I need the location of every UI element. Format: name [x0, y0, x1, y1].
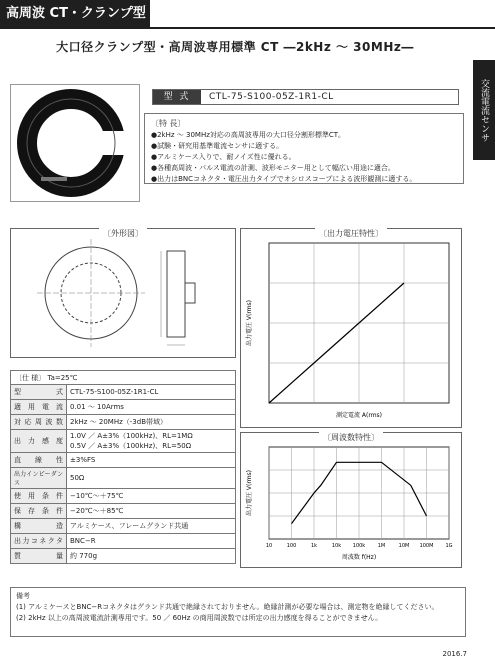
- category-header: 高周波 CT・クランプ型: [0, 0, 150, 28]
- feature-item: ●各種高周波・パルス電流の計測、波形モニター用として幅広い用途に適合。: [151, 164, 395, 172]
- spec-key: 保存条件: [11, 504, 67, 519]
- spec-key: 対応周波数: [11, 415, 67, 430]
- x-tick-label: 10M: [398, 543, 410, 549]
- x-tick-label: 10: [265, 543, 273, 549]
- x-axis-label: 周波数 f(Hz): [341, 554, 377, 561]
- spec-key: 型 式: [11, 385, 67, 400]
- spec-table: [10, 370, 236, 564]
- x-tick-label: 1k: [310, 543, 318, 549]
- freq-panel-label: 〔周波数特性〕: [319, 432, 383, 443]
- notes-box: [10, 587, 466, 637]
- spec-key: 出力感度: [11, 430, 67, 453]
- y-axis-label: 出力電圧 V(rms): [246, 299, 253, 347]
- spec-key: 出力コネクタ: [11, 534, 67, 549]
- spec-value: 0.01 ～ 10Arms: [67, 400, 236, 415]
- table-row: [11, 519, 236, 534]
- table-row: [11, 468, 236, 489]
- features-box: [144, 113, 464, 184]
- features-heading: 〔特 長〕: [151, 119, 186, 128]
- table-row: [11, 504, 236, 519]
- freq-panel: [240, 432, 462, 568]
- spec-value-line: 1.0V ／ A±3%（100kHz)、RL=1MΩ: [70, 432, 193, 440]
- page-title: 大口径クランプ型・高周波専用標準 CT ―2kHz ～ 30MHz―: [56, 40, 414, 54]
- feature-item: ●出力はBNCコネクタ・電圧出力タイプでオシロスコープによる波形観測に適する。: [151, 175, 417, 183]
- spec-value: ±3%FS: [67, 453, 236, 468]
- spec-key: 直線性: [11, 453, 67, 468]
- output-panel: [240, 228, 462, 428]
- x-tick-label: 1G: [445, 543, 453, 549]
- table-row: [11, 534, 236, 549]
- model-value: CTL-75-S100-05Z-1R1-CL: [209, 92, 334, 102]
- freq-chart: [241, 433, 461, 567]
- spec-heading: 〔仕 様〕 Ta=25℃: [10, 370, 236, 384]
- publication-date: 2016.7: [442, 650, 467, 658]
- y-axis-label: 出力電圧 V(rms): [246, 469, 253, 517]
- outline-drawing: [11, 229, 235, 357]
- note-item: (2) 2kHz 以上の高周波電流計測専用です。50 ／ 60Hz の商用周波数では所定の出力感度を得ることができません。: [16, 614, 383, 622]
- header-rule: [0, 27, 495, 29]
- x-tick-label: 100: [286, 543, 297, 549]
- output-panel-label: 〔出力電圧特性〕: [315, 228, 387, 239]
- notes-heading: 備考: [16, 592, 30, 600]
- table-row: [11, 400, 236, 415]
- spec-value: 50Ω: [67, 468, 236, 489]
- table-row: [11, 549, 236, 564]
- feature-item: ●試験・研究用基準電流センサに適する。: [151, 142, 284, 150]
- spec-key: 使用条件: [11, 489, 67, 504]
- x-tick-label: 100M: [419, 543, 434, 549]
- model-label: 型 式: [153, 90, 201, 104]
- table-row: [11, 385, 236, 400]
- table-row: [11, 415, 236, 430]
- output-chart: [241, 229, 461, 427]
- x-tick-label: 100k: [352, 543, 366, 549]
- spec-value: 2kHz ～ 20MHz（-3dB帯域）: [67, 415, 236, 430]
- spec-key: 出力インピーダンス: [11, 468, 67, 489]
- table-row: [11, 489, 236, 504]
- spec-key: 構 造: [11, 519, 67, 534]
- spec-value: −20℃～＋85℃: [67, 504, 236, 519]
- product-photo: [10, 84, 140, 202]
- side-tab[interactable]: 交流電流センサ: [473, 60, 495, 160]
- x-axis-label: 測定電流 A(rms): [335, 412, 383, 419]
- feature-item: ●アルミケース入りで、耐ノイズ性に優れる。: [151, 153, 296, 161]
- series-line: [269, 283, 404, 403]
- spec-value: −10℃～＋75℃: [67, 489, 236, 504]
- spec-value-line: 0.5V ／ A±3%（100kHz)、RL=50Ω: [70, 442, 192, 450]
- spec-value: アルミケース、フレームグランド共通: [67, 519, 236, 534]
- table-row: [11, 453, 236, 468]
- outline-panel: [10, 228, 236, 358]
- x-tick-label: 10k: [331, 543, 342, 549]
- table-row: [11, 430, 236, 453]
- outline-panel-label: 〔外形図〕: [99, 228, 147, 239]
- spec-value: BNC−R: [67, 534, 236, 549]
- model-row: [152, 89, 459, 105]
- spec-value: [67, 430, 236, 453]
- note-item: (1) アルミケースとBNC−Rコネクタはグランド共通で絶縁されておりません。絶縁計測が必要な場合は、測定物を絶縁してください。: [16, 603, 439, 611]
- spec-value: CTL-75-S100-05Z-1R1-CL: [67, 385, 236, 400]
- feature-item: ●2kHz ～ 30MHz対応の高周波専用の大口径分割形標準CT。: [151, 131, 346, 139]
- spec-value: 約 770g: [67, 549, 236, 564]
- spec-key: 質 量: [11, 549, 67, 564]
- x-tick-label: 1M: [377, 543, 386, 549]
- spec-key: 適用電流: [11, 400, 67, 415]
